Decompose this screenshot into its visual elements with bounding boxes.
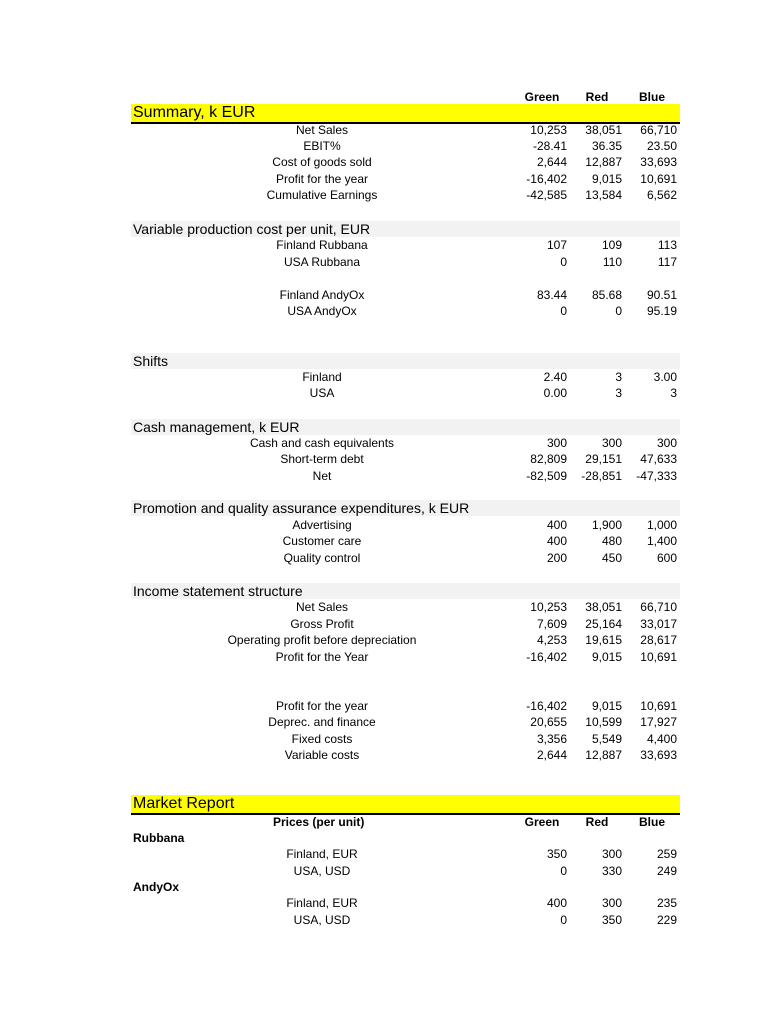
value-red: 300	[601, 436, 622, 450]
variable-cost-row	[0, 254, 768, 270]
cash-row	[0, 451, 768, 467]
value-green: 0	[560, 864, 567, 878]
income-row	[0, 714, 768, 730]
value-blue: 4,400	[646, 732, 677, 746]
summary-title-bar	[131, 104, 680, 122]
value-green: -16,402	[526, 699, 567, 713]
summary-row	[0, 122, 768, 138]
value-blue: 1,400	[646, 534, 677, 548]
row-label: Finland AndyOx	[279, 288, 365, 302]
column-header-blue: Blue	[638, 90, 665, 104]
value-red: 300	[601, 896, 622, 910]
value-red: 9,015	[591, 172, 622, 186]
row-label: Customer care	[282, 534, 362, 548]
income-row	[0, 632, 768, 648]
value-red: 110	[602, 255, 622, 269]
income-row	[0, 649, 768, 665]
value-red: 9,015	[591, 650, 622, 664]
income-row	[0, 616, 768, 632]
value-blue: 33,017	[640, 617, 677, 631]
value-red: 109	[601, 238, 622, 252]
summary-row	[0, 138, 768, 154]
value-green: 7,609	[536, 617, 567, 631]
value-blue: 3.00	[653, 370, 677, 384]
row-label: EBIT%	[303, 139, 341, 153]
variable-cost-row	[0, 303, 768, 319]
market-column-header-blue: Blue	[638, 815, 665, 829]
value-red: 480	[601, 534, 622, 548]
row-label: USA Rubbana	[283, 255, 361, 269]
value-green: 200	[546, 551, 567, 565]
promotion-row	[0, 517, 768, 533]
row-label: Profit for the year	[275, 699, 369, 713]
value-green: 83.44	[536, 288, 567, 302]
summary-row	[0, 187, 768, 203]
value-red: 85.68	[591, 288, 622, 302]
value-blue: 113	[657, 238, 677, 252]
cash-title: Cash management, k EUR	[133, 419, 300, 435]
value-red: 25,164	[585, 617, 622, 631]
market-group-row	[0, 879, 768, 895]
column-header-green: Green	[524, 90, 560, 104]
value-green: -16,402	[526, 650, 567, 664]
market-title: Market Report	[133, 795, 235, 812]
value-blue: 259	[656, 847, 677, 861]
row-label: Profit for the Year	[275, 650, 369, 664]
value-green: 400	[546, 534, 567, 548]
income-row	[0, 747, 768, 763]
value-red: 13,584	[585, 188, 622, 202]
value-blue: 1,000	[646, 518, 677, 532]
value-green: -82,509	[526, 469, 567, 483]
row-label: Quality control	[283, 551, 361, 565]
value-red: 5,549	[591, 732, 622, 746]
value-green: -16,402	[526, 172, 567, 186]
row-label: Cumulative Earnings	[266, 188, 378, 202]
shifts-title: Shifts	[133, 353, 169, 369]
value-blue: 66,710	[640, 123, 677, 137]
row-label: Net Sales	[295, 600, 349, 614]
row-label: Net	[312, 469, 332, 483]
row-label: USA, USD	[293, 864, 351, 878]
value-blue: 33,693	[640, 155, 677, 169]
value-red: 19,615	[585, 633, 622, 647]
row-label: Finland Rubbana	[276, 238, 368, 252]
value-blue: 10,691	[640, 699, 677, 713]
shifts-row	[0, 385, 768, 401]
value-red: 350	[601, 913, 622, 927]
market-price-row	[0, 863, 768, 879]
row-label: Operating profit before depreciation	[227, 633, 417, 647]
income-title: Income statement structure	[133, 583, 303, 599]
row-label: Fixed costs	[291, 732, 353, 746]
value-blue: 249	[656, 864, 677, 878]
variable-cost-section-bar	[131, 221, 680, 237]
value-green: 4,253	[536, 633, 567, 647]
row-label: Advertising	[292, 518, 352, 532]
market-price-row	[0, 895, 768, 911]
value-blue: 117	[657, 255, 677, 269]
value-green: 300	[546, 436, 567, 450]
value-green: 82,809	[530, 452, 567, 466]
market-column-header-red: Red	[585, 815, 609, 829]
value-red: 9,015	[591, 699, 622, 713]
income-section-bar	[131, 583, 680, 599]
variable-cost-row	[0, 237, 768, 253]
value-blue: 10,691	[640, 172, 677, 186]
value-green: 2,644	[536, 748, 567, 762]
variable-cost-title: Variable production cost per unit, EUR	[133, 221, 371, 237]
value-green: 10,253	[530, 600, 567, 614]
promotion-row	[0, 533, 768, 549]
market-price-row	[0, 912, 768, 928]
value-red: 0	[615, 304, 622, 318]
market-price-row	[0, 846, 768, 862]
income-row	[0, 599, 768, 615]
value-blue: -47,333	[636, 469, 677, 483]
row-label: Deprec. and finance	[268, 715, 376, 729]
value-green: 2.40	[543, 370, 567, 384]
value-green: 0	[560, 304, 567, 318]
value-red: 36.35	[591, 139, 622, 153]
row-label: Profit for the year	[275, 172, 369, 186]
market-group-name: Rubbana	[133, 831, 185, 845]
value-red: 38,051	[585, 123, 622, 137]
prices-header: Prices (per unit)	[273, 815, 365, 829]
variable-cost-row	[0, 287, 768, 303]
value-red: 3	[615, 386, 622, 400]
value-red: 300	[601, 847, 622, 861]
value-green: 400	[546, 518, 567, 532]
shifts-row	[0, 369, 768, 385]
value-red: 450	[601, 551, 622, 565]
row-label: USA, USD	[293, 913, 351, 927]
value-red: 3	[615, 370, 622, 384]
row-label: USA AndyOx	[287, 304, 357, 318]
summary-title: Summary, k EUR	[133, 104, 256, 121]
value-blue: 6,562	[646, 188, 677, 202]
value-green: -42,585	[526, 188, 567, 202]
column-header-red: Red	[585, 90, 609, 104]
promotion-title: Promotion and quality assurance expenditures, k EUR	[133, 500, 470, 516]
income-row	[0, 698, 768, 714]
value-red: 12,887	[585, 748, 622, 762]
value-green: 350	[546, 847, 567, 861]
row-label: USA	[309, 386, 335, 400]
market-column-header-green: Green	[524, 815, 560, 829]
cash-section-bar	[131, 419, 680, 435]
value-green: 10,253	[530, 123, 567, 137]
value-blue: 17,927	[640, 715, 677, 729]
value-green: 400	[546, 896, 567, 910]
value-blue: 600	[656, 551, 677, 565]
value-blue: 10,691	[640, 650, 677, 664]
value-green: 107	[546, 238, 567, 252]
value-green: -28.41	[532, 139, 567, 153]
value-green: 20,655	[530, 715, 567, 729]
promotion-row	[0, 550, 768, 566]
value-red: 29,151	[585, 452, 622, 466]
value-green: 3,356	[536, 732, 567, 746]
value-red: -28,851	[581, 469, 622, 483]
promotion-section-bar	[131, 500, 680, 516]
row-label: Finland	[302, 370, 342, 384]
cash-row	[0, 468, 768, 484]
value-blue: 23.50	[646, 139, 677, 153]
summary-row	[0, 154, 768, 170]
market-title-bar	[131, 795, 680, 813]
row-label: Cash and cash equivalents	[249, 436, 395, 450]
cash-row	[0, 435, 768, 451]
value-red: 10,599	[585, 715, 622, 729]
value-blue: 95.19	[646, 304, 677, 318]
value-green: 0	[560, 913, 567, 927]
value-red: 12,887	[585, 155, 622, 169]
value-red: 1,900	[591, 518, 622, 532]
summary-row	[0, 171, 768, 187]
value-green: 0	[560, 255, 567, 269]
value-blue: 229	[656, 913, 677, 927]
value-green: 2,644	[536, 155, 567, 169]
row-label: Net Sales	[295, 123, 349, 137]
value-red: 38,051	[585, 600, 622, 614]
value-blue: 90.51	[646, 288, 677, 302]
row-label: Variable costs	[284, 748, 360, 762]
value-blue: 235	[656, 896, 677, 910]
market-group-name: AndyOx	[133, 880, 180, 894]
value-red: 330	[601, 864, 622, 878]
row-label: Gross Profit	[290, 617, 354, 631]
value-blue: 3	[670, 386, 677, 400]
shifts-section-bar	[131, 353, 680, 369]
row-label: Finland, EUR	[286, 847, 358, 861]
value-blue: 66,710	[640, 600, 677, 614]
value-blue: 300	[656, 436, 677, 450]
value-blue: 33,693	[640, 748, 677, 762]
income-row	[0, 731, 768, 747]
row-label: Short-term debt	[280, 452, 364, 466]
value-green: 0.00	[543, 386, 567, 400]
value-blue: 28,617	[640, 633, 677, 647]
row-label: Cost of goods sold	[272, 155, 372, 169]
row-label: Finland, EUR	[286, 896, 358, 910]
market-group-row	[0, 830, 768, 846]
value-blue: 47,633	[640, 452, 677, 466]
